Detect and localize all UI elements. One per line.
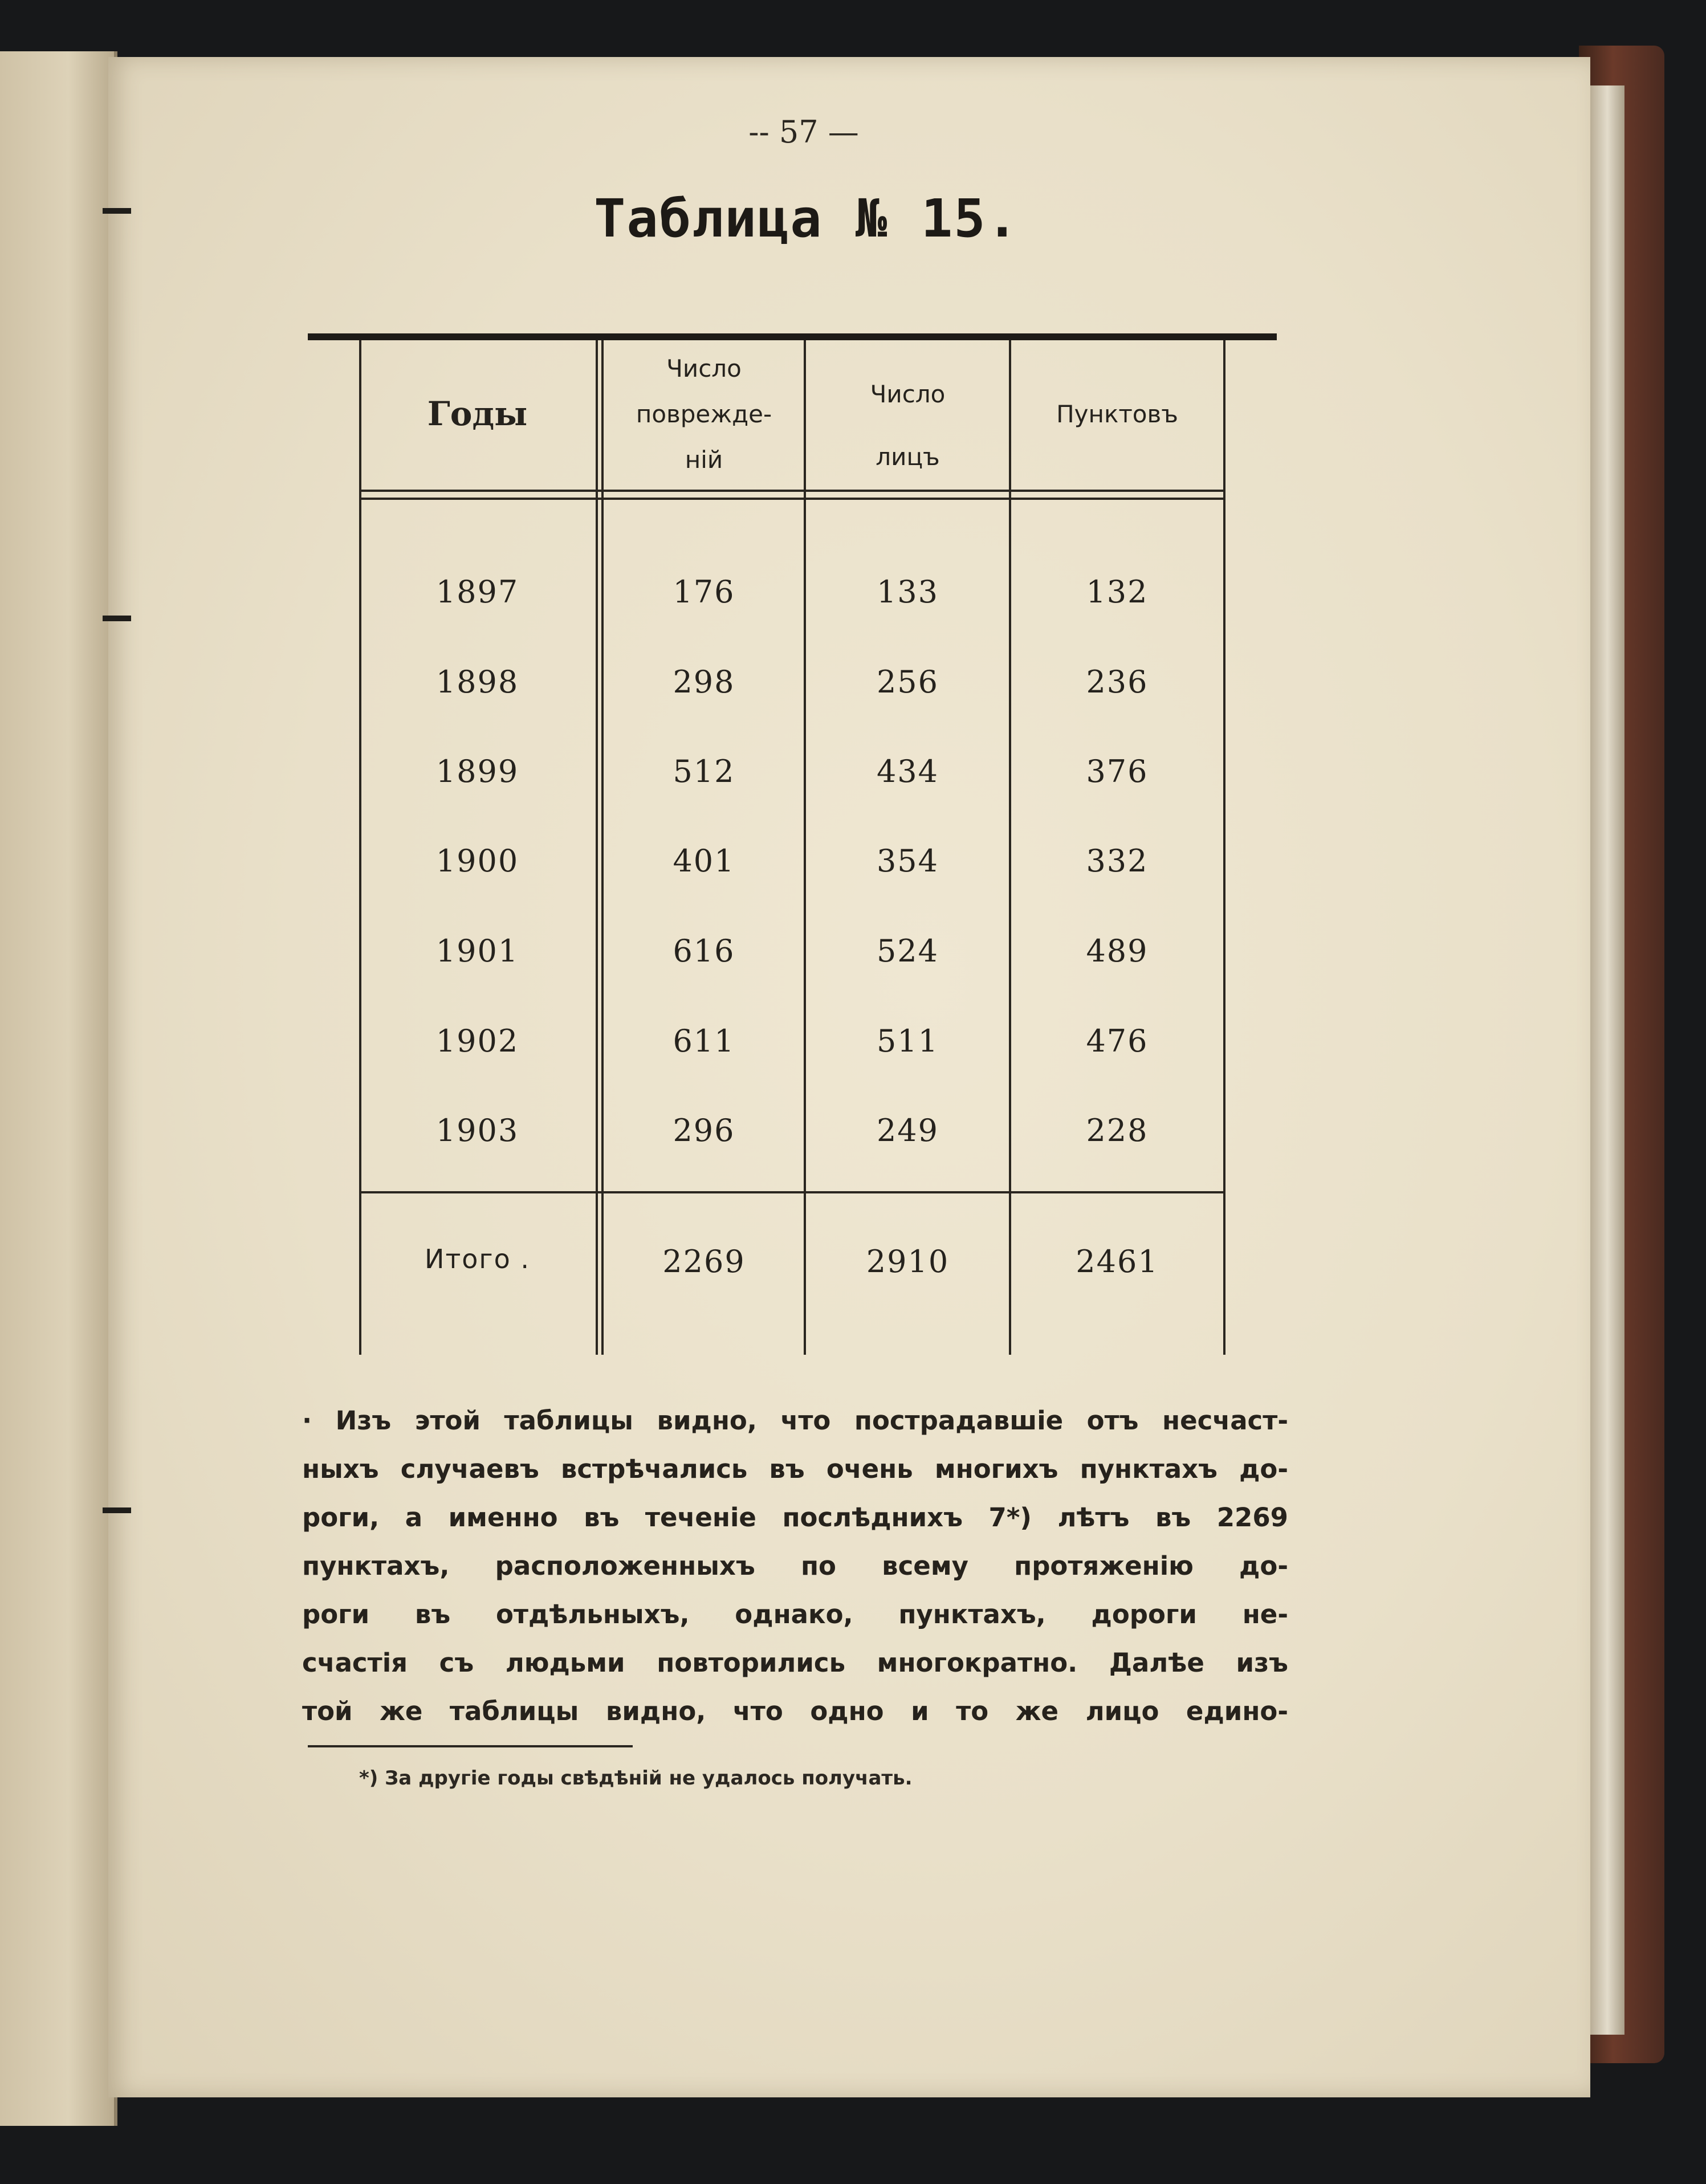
header-injuries-line: ній bbox=[685, 446, 723, 474]
body-paragraph bbox=[302, 1396, 1288, 1735]
body-line: пунктахъ, расположенныхъ по всему протяженію до- bbox=[302, 1551, 1288, 1581]
page-number: -- 57 — bbox=[748, 114, 859, 150]
table-cell-year: 1903 bbox=[435, 1113, 519, 1148]
body-line: счастія съ людьми повторились многократно. Далѣе изъ bbox=[302, 1648, 1288, 1678]
table-cell-points: 332 bbox=[1086, 843, 1149, 879]
table-total-points: 2461 bbox=[1076, 1244, 1159, 1280]
table-cell-injuries: 296 bbox=[673, 1113, 735, 1148]
body-line: роги въ отдѣльныхъ, однако, пунктахъ, дороги не- bbox=[302, 1599, 1288, 1629]
header-injuries-line: Число bbox=[666, 355, 742, 382]
header-rule bbox=[359, 498, 1225, 500]
table-cell-persons: 524 bbox=[876, 933, 939, 969]
body-line: · Изъ этой таблицы видно, что пострадавшіе отъ несчаст- bbox=[302, 1405, 1288, 1436]
table-cell-persons: 249 bbox=[876, 1113, 939, 1148]
table-cell-injuries: 616 bbox=[673, 933, 735, 969]
page-block-edge bbox=[1590, 85, 1624, 2035]
table-cell-points: 476 bbox=[1086, 1023, 1149, 1059]
table-cell-persons: 256 bbox=[876, 664, 939, 700]
table-cell-points: 236 bbox=[1086, 664, 1149, 700]
table-total-persons: 2910 bbox=[866, 1244, 950, 1280]
binding-thread bbox=[103, 616, 131, 621]
table-cell-year: 1899 bbox=[435, 753, 519, 789]
header-persons-line: Число bbox=[870, 380, 946, 408]
body-line: ныхъ случаевъ встрѣчались въ очень многихъ пунктахъ до- bbox=[302, 1454, 1288, 1484]
table-total-label: Итого . bbox=[425, 1244, 530, 1274]
table-cell-injuries: 611 bbox=[673, 1023, 735, 1059]
table-cell-points: 132 bbox=[1086, 574, 1149, 610]
table-cell-points: 376 bbox=[1086, 753, 1149, 789]
header-years: Годы bbox=[427, 394, 528, 433]
table-title: Таблица № 15. bbox=[593, 188, 1020, 249]
table-cell-injuries: 401 bbox=[673, 843, 735, 879]
body-line: той же таблицы видно, что одно и то же лицо едино- bbox=[302, 1696, 1288, 1726]
facing-page-edge bbox=[0, 51, 117, 2126]
column-divider bbox=[1009, 340, 1011, 1355]
header-persons bbox=[807, 363, 1009, 488]
body-line: роги, а именно въ теченіе послѣднихъ 7*) лѣтъ въ 2269 bbox=[302, 1502, 1288, 1533]
footnote-rule bbox=[308, 1745, 633, 1747]
table-cell-year: 1901 bbox=[435, 933, 519, 969]
table-cell-year: 1900 bbox=[435, 843, 519, 879]
column-divider bbox=[804, 340, 806, 1355]
table-cell-injuries: 176 bbox=[673, 574, 735, 610]
table-cell-points: 489 bbox=[1086, 933, 1149, 969]
binding-thread bbox=[103, 208, 131, 214]
table-cell-persons: 133 bbox=[876, 574, 939, 610]
header-injuries bbox=[604, 346, 804, 483]
table-cell-persons: 511 bbox=[876, 1023, 939, 1059]
table-cell-injuries: 512 bbox=[673, 753, 735, 789]
footnote: *) За другіе годы свѣдѣній не удалось получать. bbox=[359, 1767, 913, 1790]
table-cell-year: 1897 bbox=[435, 574, 519, 610]
table-border-right bbox=[1223, 340, 1225, 1355]
table-total-injuries: 2269 bbox=[662, 1244, 746, 1280]
header-rule bbox=[359, 490, 1225, 492]
table-cell-persons: 354 bbox=[876, 843, 939, 879]
header-injuries-line: поврежде- bbox=[636, 400, 772, 428]
table-cell-points: 228 bbox=[1086, 1113, 1149, 1148]
table-cell-injuries: 298 bbox=[673, 664, 735, 700]
header-points: Пунктовъ bbox=[1056, 400, 1178, 428]
column-divider bbox=[601, 340, 604, 1355]
total-rule bbox=[359, 1191, 1225, 1193]
table-top-rule bbox=[308, 333, 1277, 340]
binding-thread bbox=[103, 1507, 131, 1513]
table-cell-year: 1902 bbox=[435, 1023, 519, 1059]
header-persons-line: лицъ bbox=[876, 443, 940, 471]
table-cell-year: 1898 bbox=[435, 664, 519, 700]
column-divider bbox=[596, 340, 598, 1355]
table-cell-persons: 434 bbox=[876, 753, 939, 789]
